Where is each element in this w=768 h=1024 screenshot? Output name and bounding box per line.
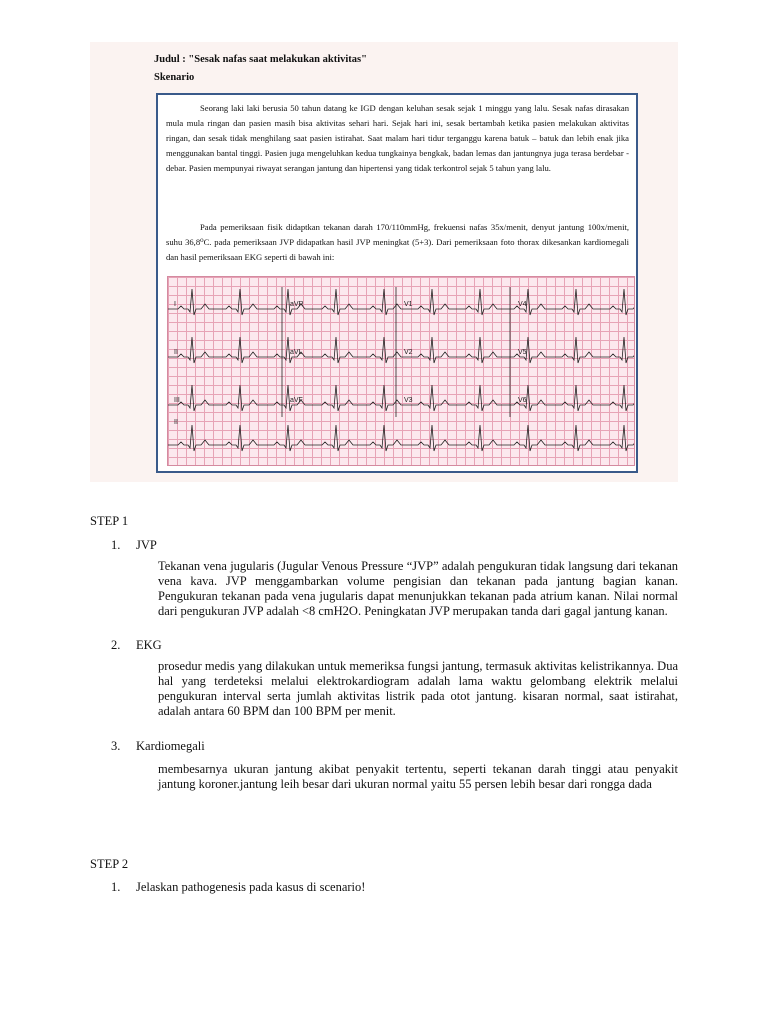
ecg-lead-label: V4 xyxy=(518,301,527,308)
step2-item1-text: Jelaskan pathogenesis pada kasus di scenario! xyxy=(136,880,366,894)
step1-item3-title: Kardiomegali xyxy=(136,739,205,753)
ecg-waveform-row-1 xyxy=(168,289,634,315)
scenario-title: Judul : "Sesak nafas saat melakukan aktivitas" xyxy=(154,54,367,65)
scenario-paragraph-2: Pada pemeriksaan fisik didaptkan tekanan darah 170/110mmHg, frekuensi nafas 35x/menit, denyut jantung 100x/menit, suhu 36,8⁰C. pada pemeriksaan JVP didapatkan hasil JVP meningkat (5+3). Dari pemeriksaan foto thorax dikesankan kardiomegali dan hasil pemeriksaan EKG seperti di bawah ini: xyxy=(166,222,629,262)
ecg-waveform-row-3 xyxy=(168,385,634,411)
ecg-lead-label: V5 xyxy=(518,349,527,356)
ecg-strip xyxy=(167,276,635,466)
ecg-lead-label: V3 xyxy=(404,397,413,404)
step1-item3-number: 3. xyxy=(111,739,121,753)
ecg-lead-label: aVL xyxy=(290,349,303,356)
ecg-lead-label: V1 xyxy=(404,301,413,308)
ecg-lead-label: V6 xyxy=(518,397,527,404)
step1-item2-number: 2. xyxy=(111,638,121,652)
step1-item2-text: prosedur medis yang dilakukan untuk memeriksa fungsi jantung, termasuk aktivitas kelistrikannya. Dua hal yang terdeteksi melalui elektrokardiogram adalah lama waktu gelombang elektrik melalui pengukuran interval serta jumlah aktivitas listrik pada otot jantung. kisaran normal, saat istirahat, adalah antara 60 BPM dan 100 BPM per menit. xyxy=(158,659,678,718)
scenario-subtitle: Skenario xyxy=(154,72,195,83)
scenario-box xyxy=(156,93,638,473)
step2-item1-number: 1. xyxy=(111,880,121,894)
scenario-scan xyxy=(90,42,678,482)
step1-item1-number: 1. xyxy=(111,538,121,552)
step1-item3-text: membesarnya ukuran jantung akibat penyakit tertentu, seperti tekanan darah tinggi atau penyakit jantung koroner.jantung leih besar dari ukuran normal yaitu 55 persen lebih besar dari rongga dada xyxy=(158,762,678,791)
scenario-paragraph-1: Seorang laki laki berusia 50 tahun datang ke IGD dengan keluhan sesak sejak 1 minggu yang lalu. Sesak nafas dirasakan mula mula ringan dan pasien masih bisa aktivitas sehari hari. Sejak hari ini, sesak bertambah ketika pasien melakukan aktivitas ringan, dan sesak tidak menghilang saat pasien istirahat. Saat malam hari tidur terganggu karena batuk – batuk dan lebih enak jika menggunakan bantal tinggi. Pasien juga mengeluhkan kedua tungkainya bengkak, badan lemas dan jantungnya juga terasa berdebar - debar. Pasien mempunyai riwayat serangan jantung dan hipertensi yang tidak terkontrol sejak 5 tahun yang lalu. xyxy=(166,103,629,173)
step1-item1-text: Tekanan vena jugularis (Jugular Venous Pressure “JVP” adalah pengukuran tidak langsung dari tekanan vena kava. JVP menggambarkan volume pengisian dan tekanan pada jantung bagian kanan. Pengukuran tekanan pada vena jugularis dapat menunjukkan tekanan pada atrium kanan. Nilai normal dari pengukuran JVP adalah <8 cmH2O. Peningkatan JVP merupakan tanda dari gagal jantung kanan. xyxy=(158,559,678,618)
step1-item1-title: JVP xyxy=(136,538,157,552)
ecg-lead-label: aVF xyxy=(290,397,303,404)
ecg-lead-label: II xyxy=(174,349,178,356)
step1-heading: STEP 1 xyxy=(90,514,129,528)
ecg-lead-label: III xyxy=(174,397,180,404)
ecg-trace xyxy=(168,277,634,465)
ecg-waveform-row-2 xyxy=(168,337,634,363)
step2-heading: STEP 2 xyxy=(90,857,129,871)
ecg-waveform-row-4 xyxy=(168,425,634,451)
step1-item2-title: EKG xyxy=(136,638,162,652)
ecg-lead-label: II xyxy=(174,419,178,426)
ecg-lead-label: aVR xyxy=(290,301,304,308)
ecg-lead-label: I xyxy=(174,301,176,308)
ecg-lead-label: V2 xyxy=(404,349,413,356)
